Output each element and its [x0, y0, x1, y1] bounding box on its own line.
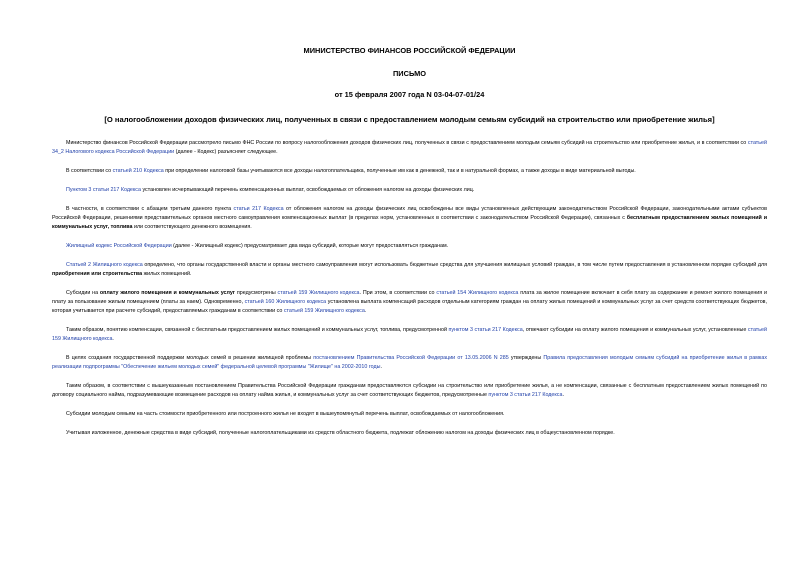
- ministry-heading: МИНИСТЕРСТВО ФИНАНСОВ РОССИЙСКОЙ ФЕДЕРАЦИИ: [303, 46, 516, 55]
- link-article-217[interactable]: статьи 217 Кодекса: [233, 206, 284, 212]
- text: .: [562, 392, 564, 398]
- text: Учитывая изложенное, денежные средства в виде субсидий, полученные налогоплательщиками из средств областного бюджета, подлежат обложению налогом на доходы физических лиц в общеустановленном порядке.: [66, 430, 615, 436]
- link-article-210[interactable]: статьей 210 Кодекса: [112, 168, 164, 174]
- link-subsidy-rules[interactable]: Правила предоставления молодым семьям субсидий на приобретение жилья в рамках реализации подпрограммы "Обеспечение жильем молодых семей" федеральной целевой программы "Жилище" на 2002-2010 годы: [52, 355, 768, 370]
- text: при определении налоговой базы учитываются все доходы налогоплательщика, полученные им как в денежной, так и в натуральной формах, а также доходы в виде материальной выгоды.: [163, 168, 636, 174]
- paragraph-1: [52, 139, 767, 157]
- link-point-3-article-217[interactable]: Пунктом 3 статьи 217 Кодекса: [66, 187, 141, 193]
- paragraph-4: [52, 205, 767, 232]
- text: , отвечают субсидии на оплату жилого помещения и коммунальных услуг, установленные: [522, 327, 748, 333]
- text: (далее - Кодекс) разъясняет следующее.: [174, 149, 278, 155]
- paragraph-6: [52, 261, 767, 279]
- text: Субсидии молодым семьям на часть стоимости приобретенного или построенного жилья не входят в вышеупомянутый перечень выплат, освобождаемых от налогообложения.: [66, 411, 505, 417]
- link-article-2-housing-code[interactable]: Статьей 2 Жилищного кодекса: [66, 262, 143, 268]
- link-point-3-article-217[interactable]: пунктом 3 статьи 217 Кодекса: [488, 392, 563, 398]
- link-government-resolution-285[interactable]: постановлением Правительства Российской Федерации от 13.05.2006 N 285: [313, 355, 509, 361]
- text: жилых помещений.: [142, 271, 192, 277]
- text: утверждены: [508, 355, 544, 361]
- text: от обложения налогом на доходы физических лиц освобождены все виды установленных действующим законодательством Российской Федерации, законодательными актами субъектов Российской Федерации, решениями представительных органов местного самоуправления компенсационных выплат (в пределах норм, установленных в соответствии с законодательством Российской Федерации), связанных с: [52, 206, 767, 221]
- subject-heading: [О налогообложении доходов физических лиц, полученных в связи с предоставлением молодым семьям субсидий на строительство или приобретение жилья]: [104, 115, 715, 124]
- paragraph-7: [52, 289, 767, 316]
- paragraph-3: [52, 186, 767, 195]
- text: (далее - Жилищный кодекс) предусматривает два вида субсидий, которые могут предоставляться гражданам.: [171, 243, 449, 249]
- text: В частности, в соответствии с абзацем третьим данного пункта: [66, 206, 234, 212]
- bold-text: оплату жилого помещения и коммунальных услуг: [99, 290, 236, 296]
- paragraph-2: [52, 167, 767, 176]
- text: предусмотрены: [235, 290, 278, 296]
- text: В соответствии со: [66, 168, 113, 174]
- text: плата за жилое помещение включает в себя плату за содержание и ремонт жилого помещения и плату за пользование жилым помещением (платы за наем). Одновременно,: [52, 290, 767, 305]
- paragraph-11: [52, 410, 767, 419]
- paragraph-12: [52, 429, 767, 438]
- link-point-3-article-217[interactable]: пунктом 3 статьи 217 Кодекса: [448, 327, 523, 333]
- paragraph-10: [52, 382, 767, 400]
- link-article-160-housing-code[interactable]: статьей 160 Жилищного кодекса: [244, 299, 327, 305]
- text: установлен исчерпывающий перечень компенсационных выплат, освобождаемых от обложения налогом на доходы физических лиц.: [140, 187, 475, 193]
- paragraph-8: [52, 326, 767, 344]
- bold-text: приобретения или строительства: [52, 271, 143, 277]
- text: Таким образом, понятию компенсации, связанной с бесплатным предоставлением жилых помещений и коммунальных услуг, топлива, предусмотренной: [66, 327, 449, 333]
- text: Субсидии на: [66, 290, 100, 296]
- link-article-34-2-tax-code[interactable]: статьей 34_2 Налогового кодекса Российской Федерации: [52, 140, 767, 155]
- doc-type-heading: ПИСЬМО: [393, 69, 426, 78]
- text: или соответствующего денежного возмещения.: [132, 224, 252, 230]
- link-article-159-housing-code[interactable]: статьей 159 Жилищного кодекса: [52, 327, 767, 342]
- link-article-159-housing-code[interactable]: статьей 159 Жилищного кодекса: [277, 290, 360, 296]
- text: установлена выплата компенсаций расходов отдельным категориям граждан на оплату жилых помещений и коммунальных услуг за счет средств соответствующих бюджетов, которая учитывается при расчете субсидий, предоставляемых гражданам в соответствии со: [52, 299, 767, 314]
- link-article-154-housing-code[interactable]: статьей 154 Жилищного кодекса: [436, 290, 519, 296]
- paragraph-5: [52, 242, 767, 251]
- text: Министерство финансов Российской Федерации рассмотрело письмо ФНС России по вопросу налогообложения доходов физических лиц, полученных в связи с предоставлением молодым семьям субсидий на строительство или приобретение жилья, и в соответствии со: [66, 140, 748, 146]
- text: .: [112, 336, 114, 342]
- text: В целях создания государственной поддержки молодых семей в решении жилищной проблемы: [66, 355, 314, 361]
- link-housing-code[interactable]: Жилищный кодекс Российской Федерации: [66, 243, 172, 249]
- text: .: [364, 308, 367, 314]
- text: определено, что органы государственной власти и органы местного самоуправления могут использовать бюджетные средства для улучшения жилищных условий граждан, в том числе путем предоставления в установленном порядке субсидий для: [142, 262, 767, 268]
- text: . При этом, в соответствии со: [359, 290, 437, 296]
- paragraph-9: [52, 354, 767, 372]
- date-number-heading: от 15 февраля 2007 года N 03-04-07-01/24: [334, 90, 485, 99]
- text: Таким образом, в соответствии с вышеуказанным постановлением Правительства Российской Федерации гражданам предоставляются субсидии на строительство или приобретение жилья, а не компенсации, связанные с бесплатным предоставлением жилых помещений по договору социального найма, подразумевающие возмещение расходов на оплату найма жилья, и коммунальных услуг за счет соответствующих бюджетов, предусмотренные: [52, 383, 767, 398]
- bold-text: бесплатным предоставлением жилых помещений и коммунальных услуг, топлива: [52, 215, 767, 230]
- link-article-159-housing-code[interactable]: статьей 159 Жилищного кодекса: [283, 308, 365, 314]
- text: .: [380, 364, 382, 370]
